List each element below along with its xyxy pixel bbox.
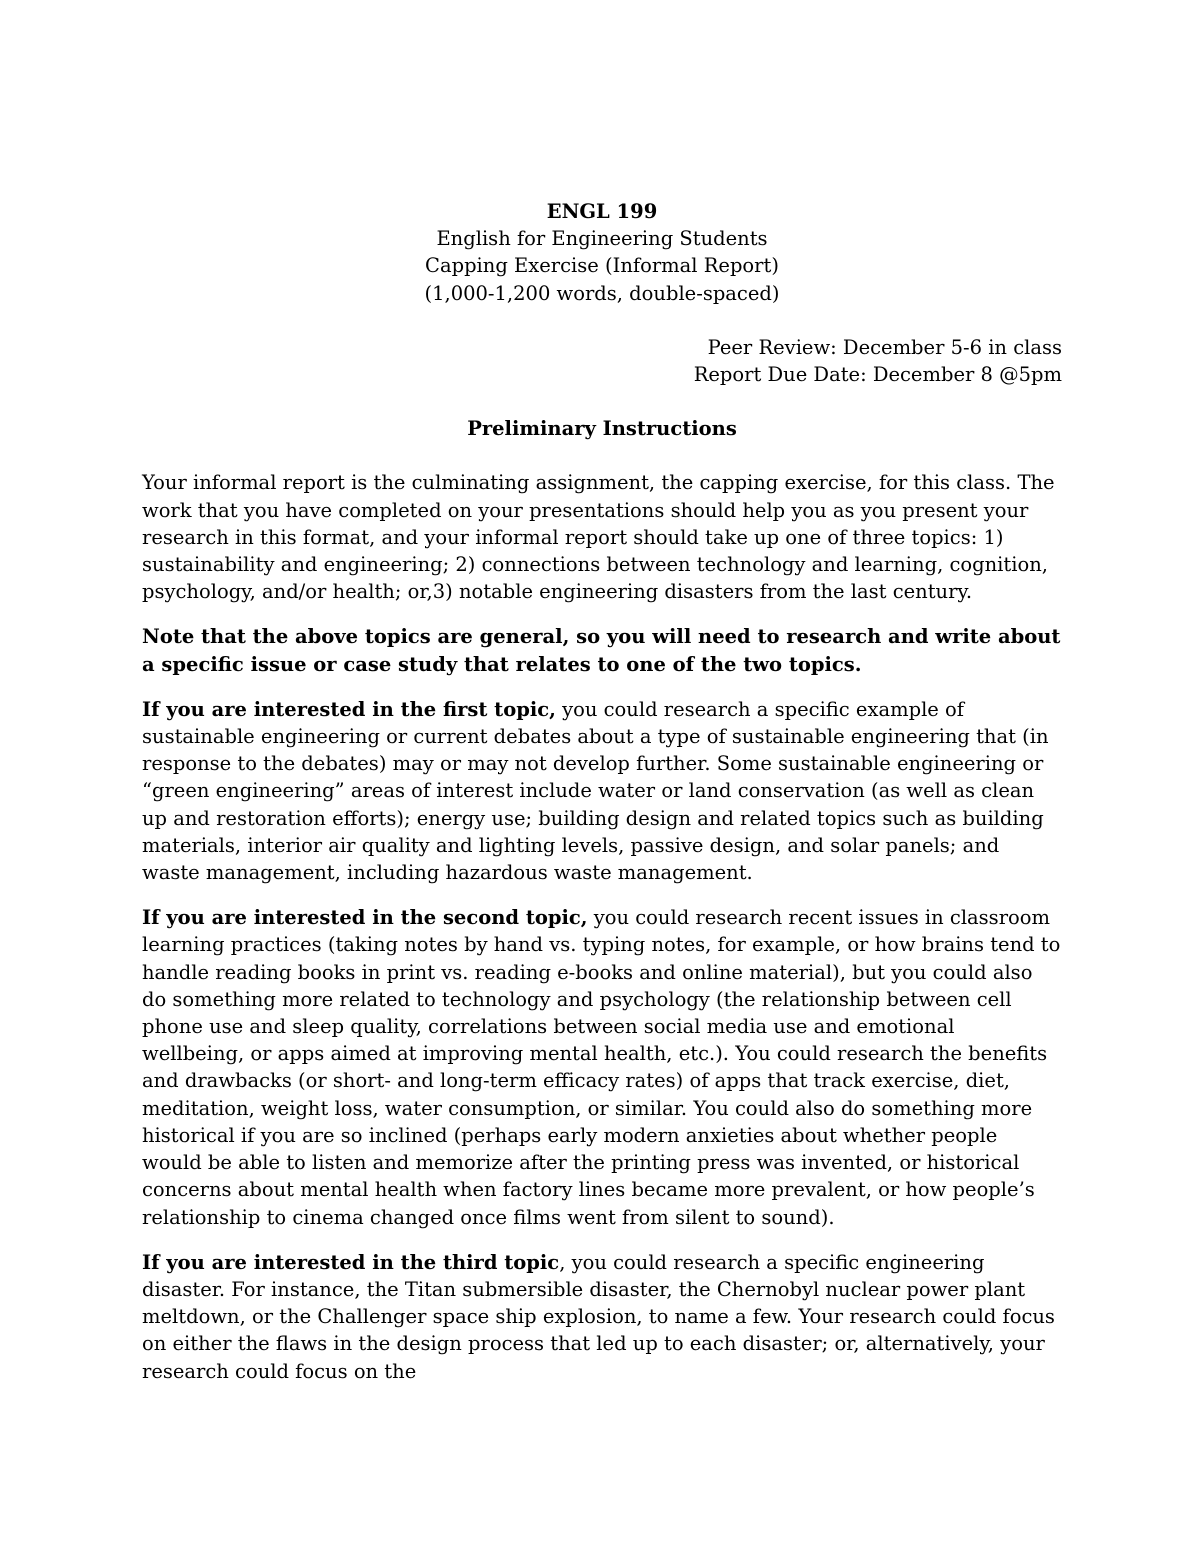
assignment-length: (1,000-1,200 words, double-spaced) <box>424 281 780 305</box>
document-page <box>142 198 1062 1403</box>
dates-block <box>142 334 1062 388</box>
third-topic-lead: If you are interested in the third topic <box>142 1250 560 1274</box>
note-paragraph: Note that the above topics are general, so you will need to research and write about a specific issue or case study that relates to one of the two topics. <box>142 625 1061 676</box>
third-topic-body: , you could research a specific engineering disaster. For instance, the Titan submersible disaster, the Chernobyl nuclear power plant meltdown, or the Challenger space ship explosion, to name a few. Your research could focus on either the flaws in the design process that led up to each disaster; or, alternatively, your research could focus on the <box>142 1250 1055 1383</box>
intro-paragraph: Your informal report is the culminating assignment, the capping exercise, for this class. The work that you have completed on your presentations should help you as you present your research in this format, and your informal report should take up one of three topics: 1) sustainability and engineering; 2) connections between technology and learning, cognition, psychology, and/or health; or,3) notable engineering disasters from the last century. <box>142 471 1055 604</box>
course-subtitle: English for Engineering Students <box>436 227 768 251</box>
second-topic-body: you could research recent issues in classroom learning practices (taking notes by hand vs. typing notes, for example, or how brains tend to handle reading books in print vs. reading e-books and online material), but you could also do something more related to technology and psychology (the relationship between cell phone use and sleep quality, correlations between social media use and emotional wellbeing, or apps aimed at improving mental health, etc.). You could research the benefits and drawbacks (or short- and long-term efficacy rates) of apps that track exercise, diet, meditation, weight loss, water consumption, or similar. You could also do something more historical if you are so inclined (perhaps early modern anxieties about whether people would be able to listen and memorize after the printing press was invented, or historical concerns about mental health when factory lines became more prevalent, or how people’s relationship to cinema changed once films went from silent to sound). <box>142 906 1061 1229</box>
second-topic-paragraph <box>142 904 1062 1230</box>
course-code: ENGL 199 <box>546 200 658 223</box>
first-topic-body: you could research a specific example of sustainable engineering or current debates about a type of sustainable engineering that (in response to the debates) may or may not develop further. Some sustainable engineering or “green engineering” areas of interest include water or land conservation (as well as clean up and restoration efforts); energy use; building design and related topics such as building materials, interior air quality and lighting levels, passive design, and solar panels; and waste management, including hazardous waste management. <box>142 697 1049 885</box>
report-due-date: Report Due Date: December 8 @5pm <box>693 363 1062 387</box>
document-header <box>142 198 1062 307</box>
first-topic-paragraph <box>142 696 1062 886</box>
section-title: Preliminary Instructions <box>467 417 737 441</box>
assignment-title: Capping Exercise (Informal Report) <box>425 254 779 278</box>
first-topic-lead: If you are interested in the first topic, <box>142 697 556 721</box>
peer-review-date: Peer Review: December 5-6 in class <box>707 335 1062 359</box>
third-topic-paragraph <box>142 1249 1062 1385</box>
second-topic-lead: If you are interested in the second topic, <box>142 906 588 930</box>
